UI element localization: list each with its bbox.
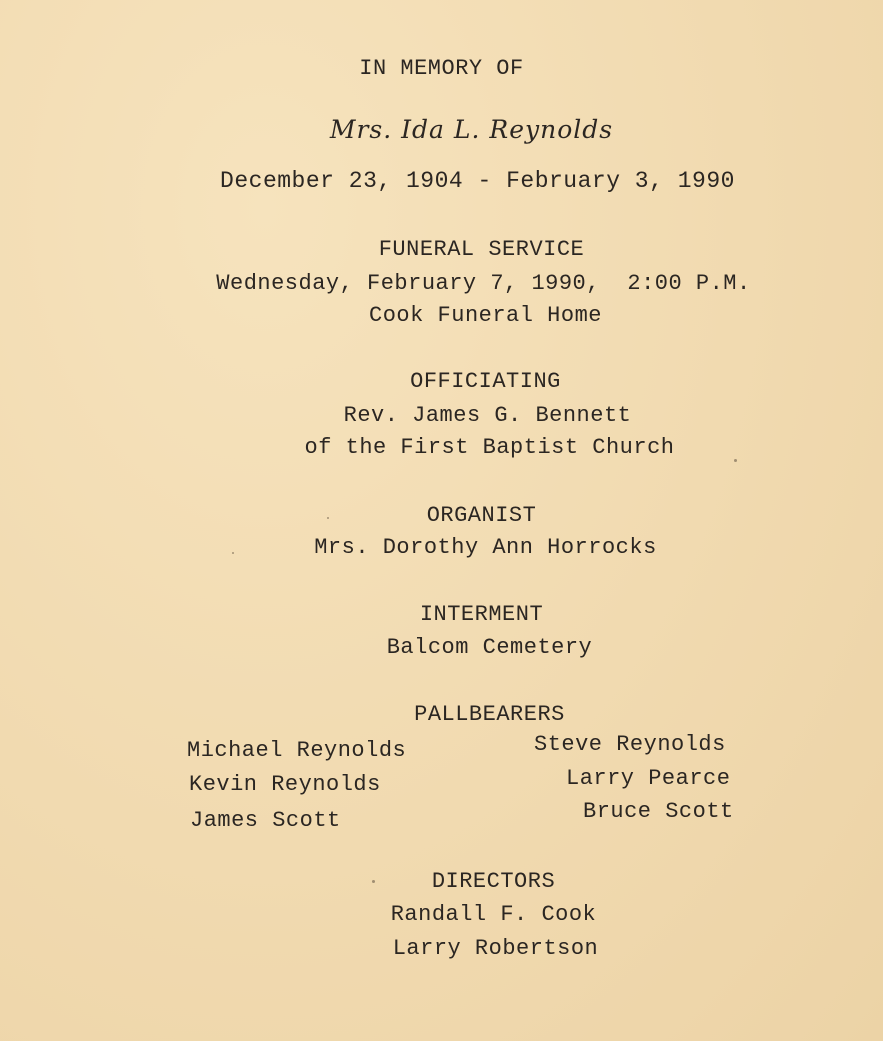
officiant-name: Rev. James G. Bennett — [343, 403, 632, 428]
directors-heading: DIRECTORS — [431, 869, 556, 894]
pallbearer-name: Kevin Reynolds — [189, 772, 381, 797]
paper-speck — [232, 552, 234, 554]
in-memory-heading: IN MEMORY OF — [359, 56, 524, 81]
pallbearers-heading: PALLBEARERS — [414, 702, 565, 727]
pallbearer-name: Larry Pearce — [566, 766, 731, 791]
pallbearer-name: James Scott — [190, 808, 341, 833]
life-dates: December 23, 1904 - February 3, 1990 — [220, 168, 735, 194]
officiant-church: of the First Baptist Church — [304, 435, 675, 460]
paper-speck — [327, 517, 329, 519]
interment-heading: INTERMENT — [419, 602, 544, 627]
deceased-name: Mrs. Ida L. Reynolds — [329, 115, 614, 144]
director-name: Larry Robertson — [392, 936, 599, 961]
funeral-service-heading: FUNERAL SERVICE — [378, 237, 585, 262]
pallbearer-name: Michael Reynolds — [187, 738, 407, 763]
funeral-service-location: Cook Funeral Home — [369, 303, 602, 328]
pallbearer-name: Bruce Scott — [583, 799, 734, 824]
funeral-service-datetime: Wednesday, February 7, 1990, 2:00 P.M. — [216, 271, 751, 296]
pallbearer-name: Steve Reynolds — [534, 732, 726, 757]
officiating-heading: OFFICIATING — [410, 369, 561, 394]
interment-place: Balcom Cemetery — [386, 635, 593, 660]
paper-speck — [734, 459, 737, 462]
organist-name: Mrs. Dorothy Ann Horrocks — [314, 535, 657, 560]
paper-speck — [372, 880, 375, 883]
director-name: Randall F. Cook — [390, 902, 597, 927]
organist-heading: ORGANIST — [426, 503, 537, 528]
